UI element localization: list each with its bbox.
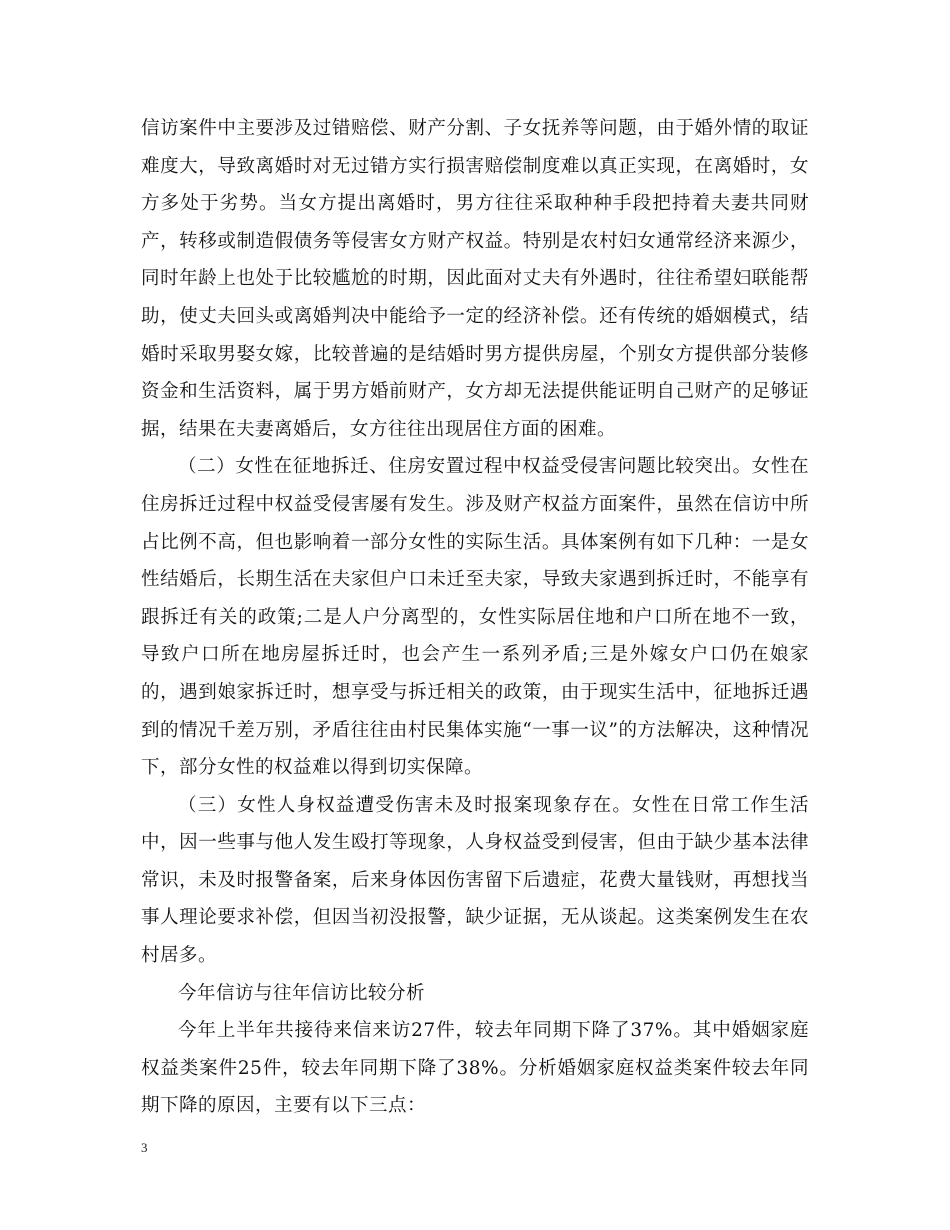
section-heading-comparison: 今年信访与往年信访比较分析 [178,982,426,1004]
paragraph-demolition-rights: （二）女性在征地拆迁、住房安置过程中权益受侵害问题比较突出。女性在住房拆迁过程中权益受侵害屡有发生。涉及财产权益方面案件，虽然在信访中所占比例不高，但也影响着一部分女性的实际生活。具体案例有如下几种：一是女性结婚后，长期生活在夫家但户口未迁至夫家，导致夫家遇到拆迁时，不能享有跟拆迁有关的政策;二是人户分离型的，女性实际居住地和户口所在地不一致，导致户口所在地房屋拆迁时，也会产生一系列矛盾;三是外嫁女户口仍在娘家的，遇到娘家拆迁时，想享受与拆迁相关的政策，由于现实生活中，征地拆迁遇到的情况千差万别，矛盾往往由村民集体实施“一事一议”的方法解决，这种情况下，部分女性的权益难以得到切实保障。 [141,456,809,779]
paragraph-statistics: 今年上半年共接待来信来访27件，较去年同期下降了37%。其中婚姻家庭权益类案件25件，较去年同期下降了38%。分析婚姻家庭权益类案件较去年同期下降的原因，主要有以下三点： [141,1020,809,1117]
paragraph-personal-rights: （三）女性人身权益遭受伤害未及时报案现象存在。女性在日常工作生活中，因一些事与他人发生殴打等现象，人身权益受到侵害，但由于缺少基本法律常识，未及时报警备案，后来身体因伤害留下后遗症，花费大量钱财，再想找当事人理论要求补偿，但因当初没报警，缺少证据，无从谈起。这类案例发生在农村居多。 [141,794,809,967]
paragraph-property-disputes: 信访案件中主要涉及过错赔偿、财产分割、子女抚养等问题，由于婚外情的取证难度大，导致离婚时对无过错方实行损害赔偿制度难以真正实现，在离婚时，女方多处于劣势。当女方提出离婚时，男方往往采取种种手段把持着夫妻共同财产，转移或制造假债务等侵害女方财产权益。特别是农村妇女通常经济来源少，同时年龄上也处于比较尴尬的时期，因此面对丈夫有外遇时，往往希望妇联能帮助，使丈夫回头或离婚判决中能给予一定的经济补偿。还有传统的婚姻模式，结婚时采取男娶女嫁，比较普遍的是结婚时男方提供房屋，个别女方提供部分装修资金和生活资料，属于男方婚前财产，女方却无法提供能证明自己财产的足够证据，结果在夫妻离婚后，女方往往出现居住方面的困难。 [141,118,809,440]
document-body [141,110,809,1125]
page-number: 3 [141,1140,148,1155]
